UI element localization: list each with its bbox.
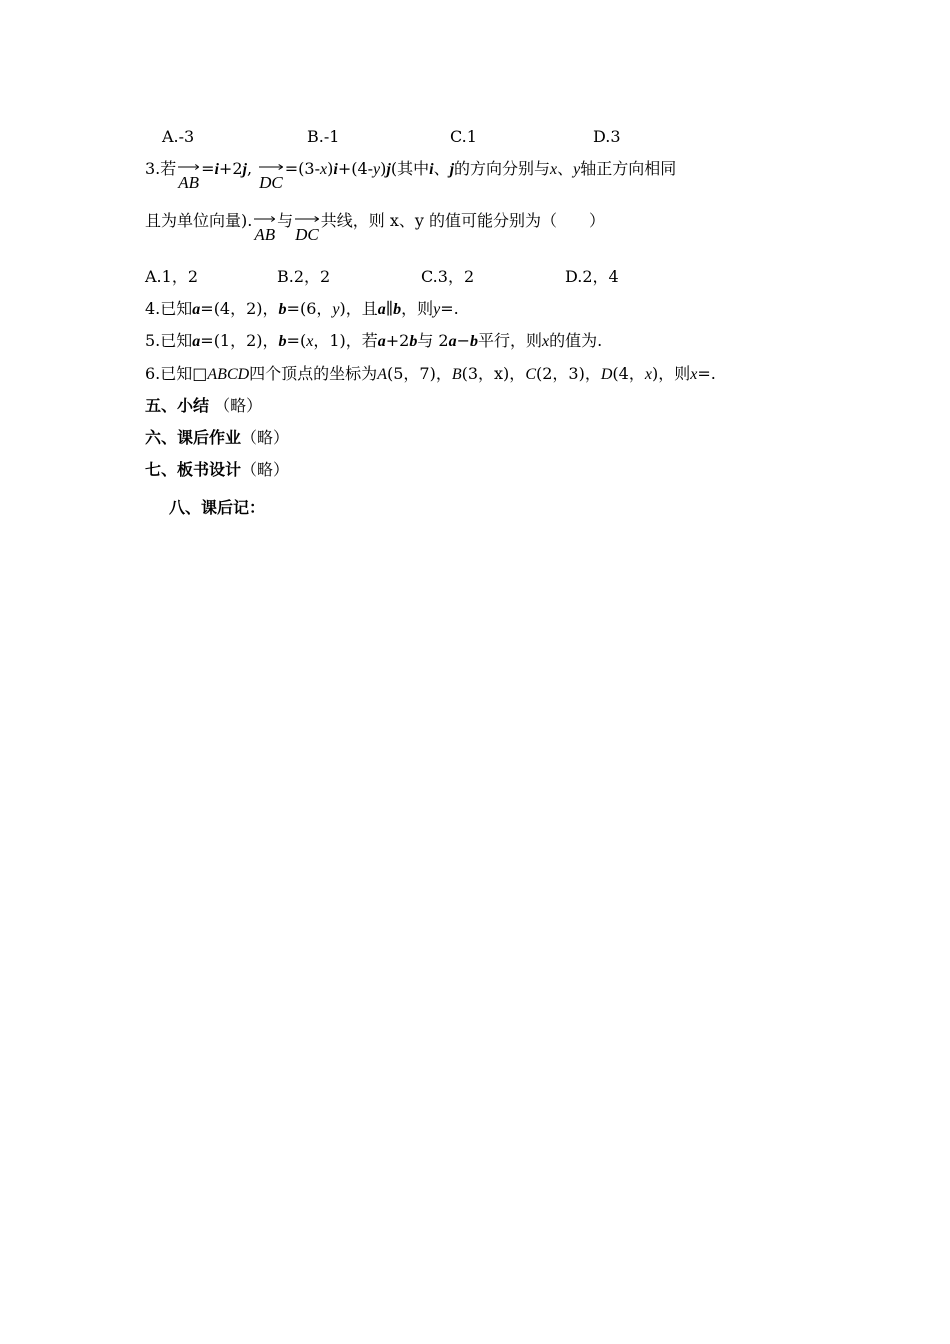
- q6-t4: (3，x)，: [461, 364, 526, 383]
- unit-i: i: [333, 161, 338, 178]
- unit-j: j: [386, 161, 391, 178]
- section-title: 六、课后作业: [145, 428, 242, 447]
- q3-number: 3.: [145, 159, 161, 178]
- point-c: C: [525, 366, 536, 383]
- var-x: x: [542, 333, 550, 350]
- q4-t4: )，且: [339, 299, 378, 318]
- q4-t2: =(4，2)，: [200, 299, 279, 318]
- var-x: x: [550, 161, 558, 178]
- vector-dc-label: DC: [259, 173, 283, 192]
- point-a: A: [377, 366, 387, 383]
- vec-b: b: [393, 301, 402, 318]
- q3-line2c: 共线，则 x、y 的值可能分别为（ ）: [320, 211, 606, 230]
- vec-a: a: [377, 301, 386, 318]
- vector-arrow-icon: [178, 164, 199, 170]
- vec-a: a: [192, 301, 201, 318]
- q3-tail5: 轴正方向相同: [580, 159, 677, 178]
- vector-ab-label: AB: [178, 173, 200, 192]
- q3-lead: 若: [160, 159, 177, 178]
- q4-t7: =.: [440, 299, 459, 318]
- var-x: x: [306, 333, 314, 350]
- q6-t2: 四个顶点的坐标为: [249, 364, 378, 383]
- q6-t3: (5，7)，: [386, 364, 452, 383]
- q2-choice-a: A.-3: [162, 127, 195, 146]
- vec-a: a: [448, 333, 457, 350]
- q6-t1: 6.已知□: [145, 364, 208, 383]
- q6-t7: )，则: [651, 364, 691, 383]
- q3-tail3: 的方向分别与: [454, 159, 551, 178]
- vec-b: b: [470, 333, 479, 350]
- q5-line: [145, 330, 602, 353]
- q3-choice-c: C.3，2: [421, 267, 475, 286]
- q4-t1: 4.已知: [145, 299, 193, 318]
- section-postscript: [169, 497, 265, 519]
- point-b: B: [451, 366, 462, 383]
- q6-t6: (4，: [612, 364, 645, 383]
- unit-i: i: [214, 161, 219, 178]
- q2-choice-c: C.1: [450, 127, 477, 146]
- q2-choice-d: D.3: [593, 127, 621, 146]
- var-x: x: [644, 366, 652, 383]
- q3-plus2: +2: [218, 159, 243, 178]
- var-y: y: [573, 161, 581, 178]
- vec-b: b: [278, 301, 287, 318]
- q5-t3: =(: [286, 331, 307, 350]
- q6-t5: (2，3)，: [535, 364, 601, 383]
- var-x: x: [690, 366, 698, 383]
- parallelogram-abcd: ABCD: [207, 366, 250, 383]
- q3-tail4: 、: [557, 159, 574, 178]
- q6-line: [145, 363, 716, 386]
- q5-t1: 5.已知: [145, 331, 193, 350]
- section-title: 五、小结: [145, 396, 210, 415]
- section-note: （略）: [209, 396, 263, 415]
- q3-choice-d: D.2，4: [565, 267, 619, 286]
- q3-line2a: 且为单位向量).: [145, 211, 253, 230]
- section-title: 八、课后记：: [169, 498, 266, 517]
- q3-line2b: 与: [277, 211, 294, 230]
- var-x: x: [320, 161, 328, 178]
- vector-dc: [295, 214, 319, 246]
- vector-arrow-icon: [259, 164, 283, 170]
- q3-plus4: +(4-: [337, 159, 374, 178]
- section-note: （略）: [241, 428, 290, 447]
- q3-eq1: =: [201, 159, 215, 178]
- vector-dc-label: DC: [295, 225, 319, 244]
- section-note: （略）: [241, 460, 290, 479]
- vec-a: a: [192, 333, 201, 350]
- q5-t2: =(1，2)，: [200, 331, 279, 350]
- var-y: y: [433, 301, 441, 318]
- vector-dc: [259, 162, 283, 194]
- point-d: D: [600, 366, 613, 383]
- q4-t5: ∥: [385, 299, 394, 318]
- q4-line: [145, 298, 459, 321]
- vec-b: b: [409, 333, 418, 350]
- section-homework: [145, 427, 289, 449]
- q3-eq2: =(3-: [284, 159, 320, 178]
- vector-arrow-icon: [295, 216, 319, 222]
- q5-t4: ，1)，若: [313, 331, 378, 350]
- q5-t7: −: [456, 331, 471, 350]
- unit-j: j: [242, 161, 247, 178]
- vector-ab-label: AB: [254, 225, 276, 244]
- unit-j: j: [449, 161, 455, 178]
- q2-choice-b: B.-1: [307, 127, 340, 146]
- vector-ab: [254, 214, 275, 246]
- section-summary: [145, 395, 262, 417]
- q3-tail2: 、: [433, 159, 450, 178]
- q5-t8: 平行，则: [478, 331, 543, 350]
- q3-choice-b: B.2，2: [277, 267, 331, 286]
- q3-tail1: (其中: [390, 159, 430, 178]
- vector-arrow-icon: [254, 216, 275, 222]
- q6-t8: =.: [697, 364, 716, 383]
- vector-ab: [178, 162, 199, 194]
- q4-t3: =(6，: [286, 299, 333, 318]
- var-y: y: [332, 301, 340, 318]
- vec-a: a: [377, 333, 386, 350]
- section-title: 七、板书设计: [145, 460, 242, 479]
- var-y: y: [373, 161, 381, 178]
- vec-b: b: [278, 333, 287, 350]
- unit-i: i: [429, 161, 434, 178]
- q5-t6: 与 2: [417, 331, 449, 350]
- q5-t5: +2: [385, 331, 410, 350]
- section-board-design: [145, 459, 289, 481]
- q3-rp: ): [327, 159, 334, 178]
- q3-line-1: [145, 158, 676, 194]
- q4-t6: ，则: [401, 299, 434, 318]
- q5-t9: 的值为.: [549, 331, 603, 350]
- q3-line-2: [145, 210, 605, 246]
- q3-choice-a: A.1，2: [145, 267, 199, 286]
- q3-rp2: ): [380, 159, 387, 178]
- q3-comma: ,: [246, 159, 258, 178]
